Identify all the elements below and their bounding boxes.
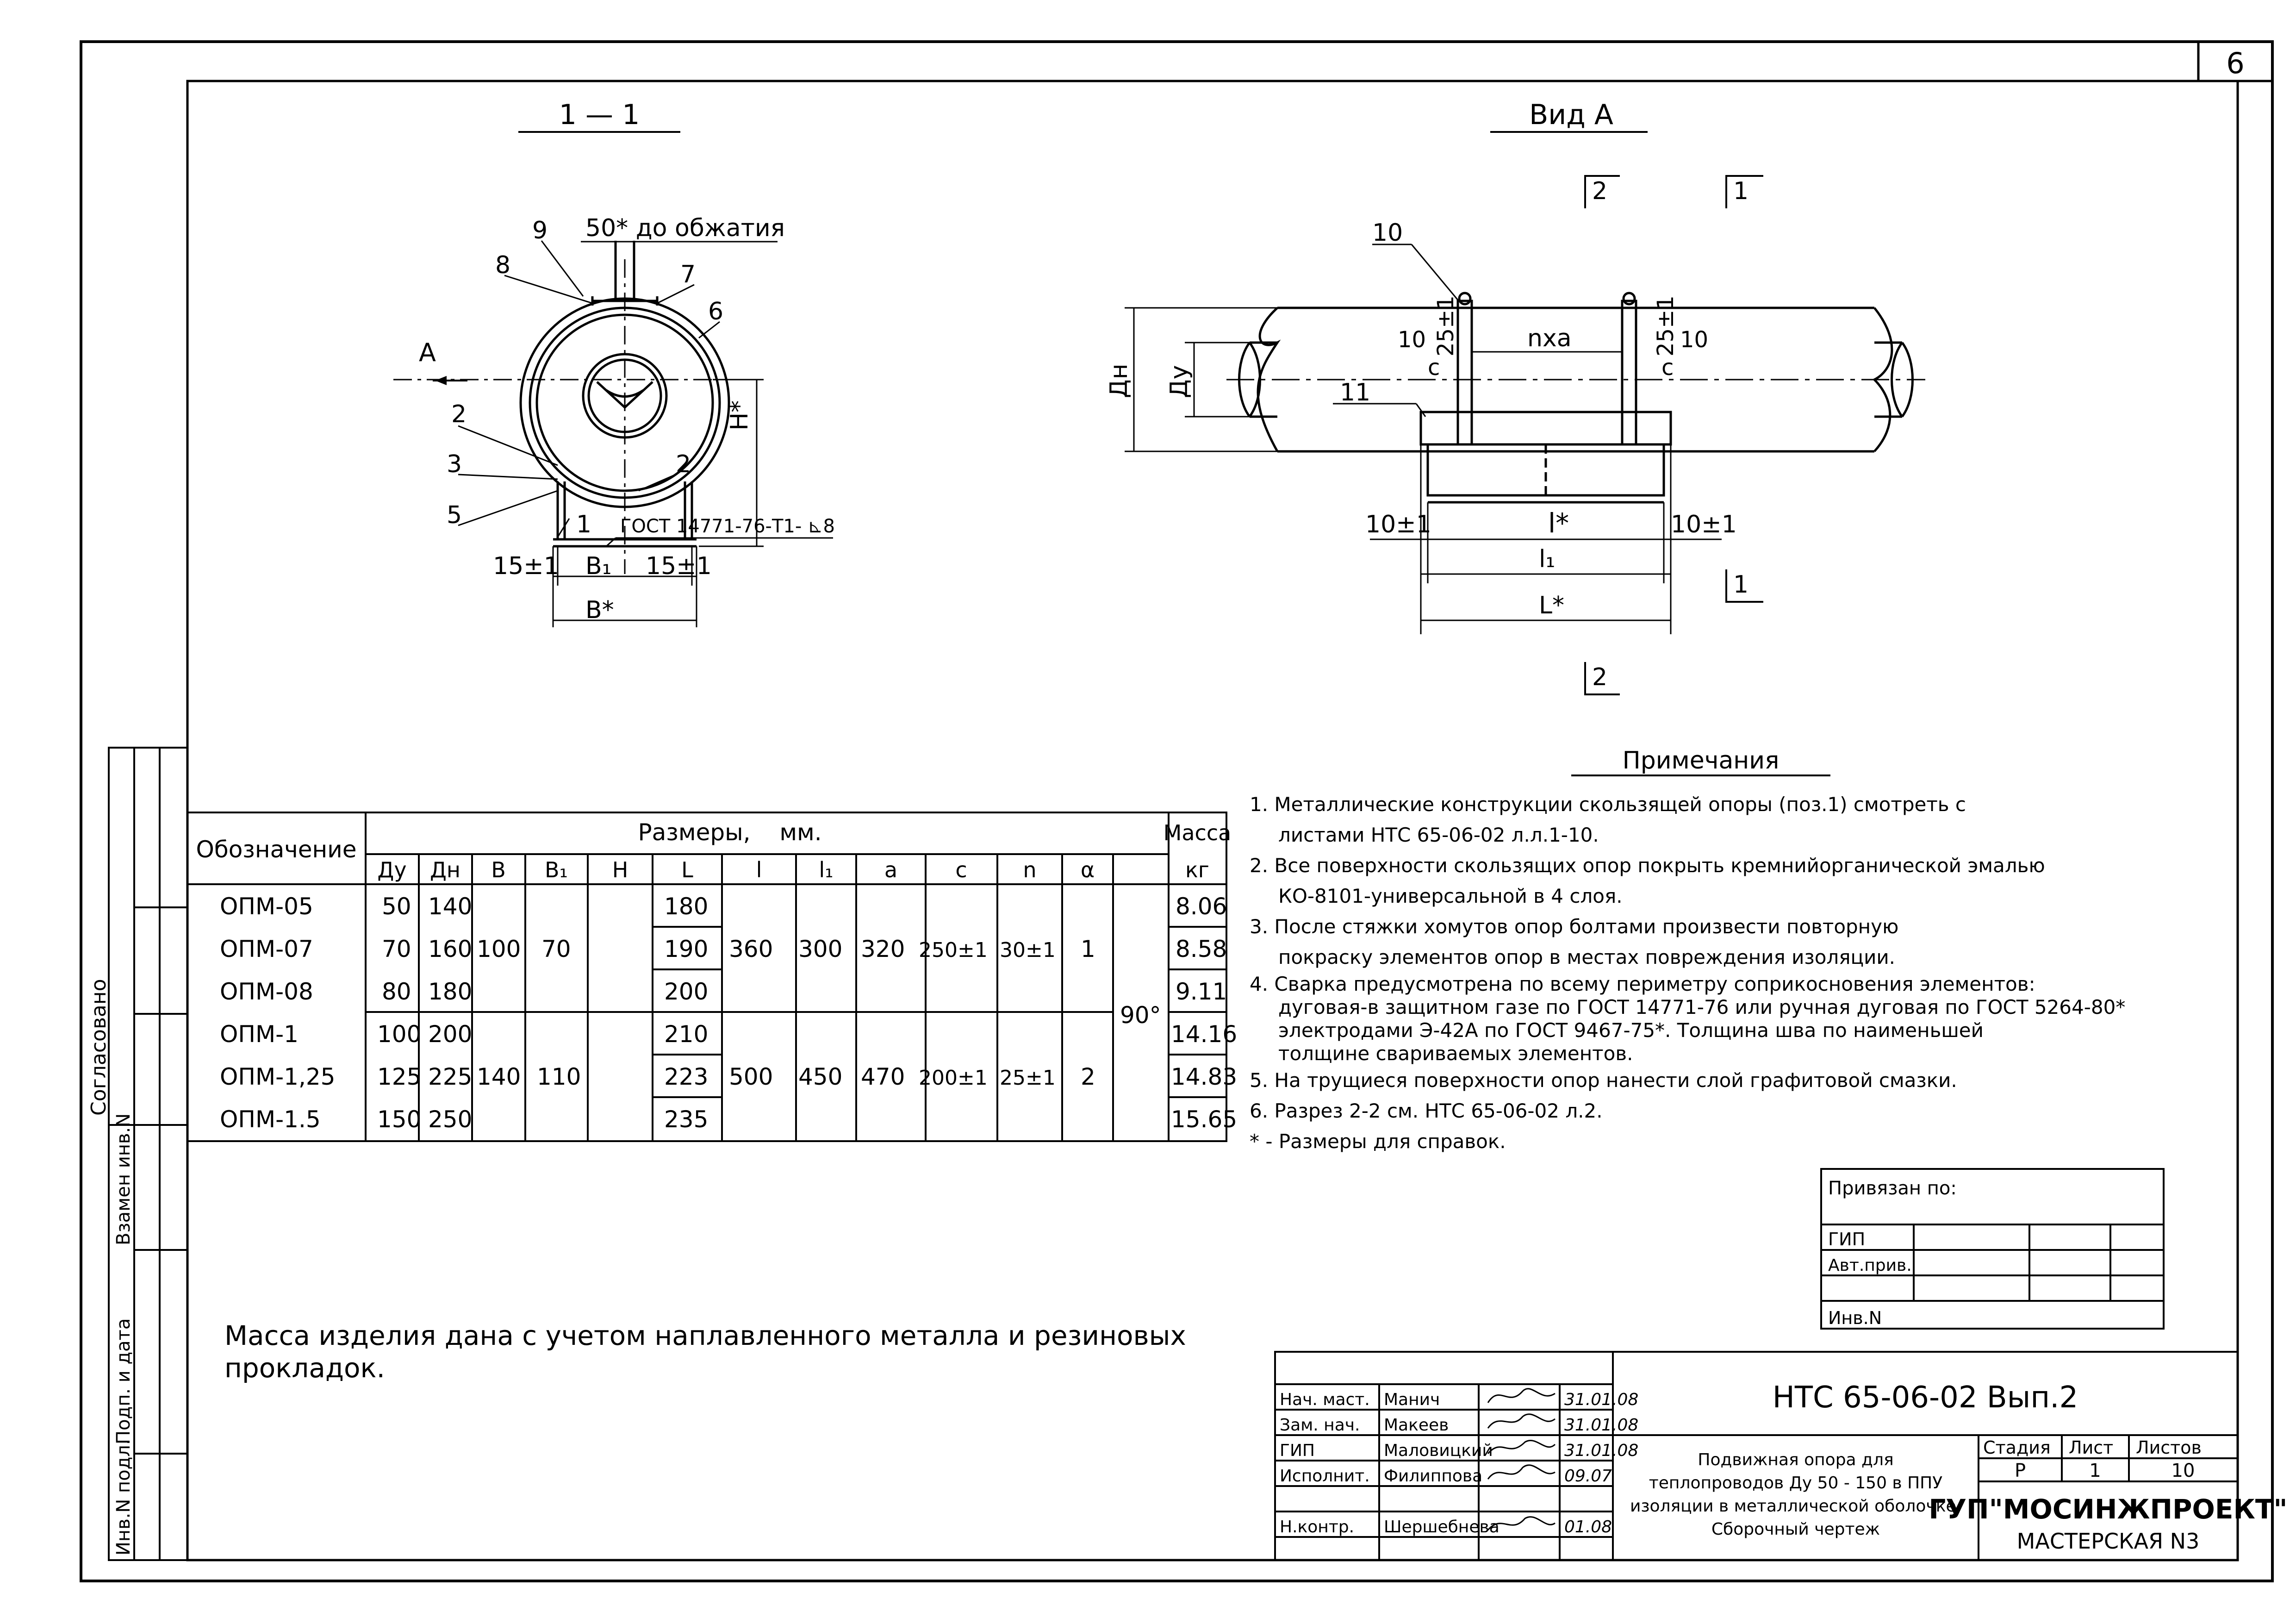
th-c: c	[955, 857, 967, 882]
th-b: В	[491, 857, 506, 882]
row-2-dn: 180	[428, 978, 473, 1005]
dim-10-right: 10	[1680, 327, 1709, 353]
dim-l1: l₁	[1539, 545, 1556, 573]
th-kg: кг	[1185, 857, 1209, 882]
tb-name-2: Маловицкий	[1384, 1441, 1493, 1460]
notes-block	[1250, 789, 2245, 1157]
row-4-du: 125	[377, 1063, 422, 1090]
stage-label: Стадия	[1983, 1437, 2051, 1458]
doc-code: НТС 65-06-02 Вып.2	[1772, 1380, 2078, 1415]
dim-15-left: 15±1	[493, 552, 559, 580]
g2-b: 140	[477, 1063, 521, 1090]
callout-7: 7	[680, 261, 696, 288]
dim-nxa: nxa	[1527, 325, 1572, 352]
note-line: 1. Металлические конструкции скользящей опоры (поз.1) смотреть с	[1250, 793, 1966, 816]
tb-role-0: Нач. маст.	[1280, 1390, 1370, 1409]
stamp-vzamen: Взамен инв.N	[113, 1113, 134, 1245]
note-line: толщине свариваемых элементов.	[1278, 1042, 1633, 1065]
note-line: 4. Сварка предусмотрена по всему периметру соприкосновения элементов:	[1250, 973, 2035, 995]
note-line: дуговая-в защитном газе по ГОСТ 14771-76 или ручная дуговая по ГОСТ 5264-80*	[1278, 996, 2126, 1018]
note-line: 2. Все поверхности скользящих опор покрыть кремнийорганической эмалью	[1250, 854, 2045, 877]
sheets-label: Листов	[2136, 1437, 2202, 1458]
g2-L-visible: 500	[729, 1063, 773, 1090]
g1-l: 300	[798, 936, 843, 962]
row-3-name: ОПМ-1	[220, 1021, 299, 1048]
mass-note: Масса изделия дана с учетом наплавленного металла и резиновых прокладок.	[224, 1320, 1186, 1384]
tb-date-0: 31.01.08	[1564, 1390, 1639, 1409]
tb-date-5: 01.08	[1564, 1518, 1612, 1537]
dim-10pm-left: 10±1	[1365, 511, 1431, 538]
g1-n: 1	[1081, 936, 1095, 962]
note-line: электродами Э-42А по ГОСТ 9467-75*. Толщина шва по наименьшей	[1278, 1019, 1984, 1042]
section-mark-2-bottom: 2	[1592, 663, 1608, 691]
workshop-name: МАСТЕРСКАЯ N3	[2016, 1529, 2200, 1554]
callout-8: 8	[495, 251, 511, 279]
g1-L-visible: 360	[729, 936, 773, 962]
callout-11: 11	[1340, 379, 1371, 406]
section-mark-1-top: 1	[1733, 177, 1749, 205]
g2-b1: 110	[537, 1063, 581, 1090]
callout-2b: 2	[676, 450, 691, 478]
tb-name-3: Филиппова	[1384, 1467, 1483, 1486]
notes-title: Примечания	[1622, 747, 1780, 775]
sheets-value: 10	[2171, 1460, 2195, 1481]
row-1-mass: 8.58	[1176, 936, 1227, 962]
g1-b: 100	[477, 936, 521, 962]
g1-l1: 320	[861, 936, 905, 962]
row-5-mass: 15.65	[1171, 1106, 1238, 1133]
row-2-h: 200	[664, 978, 709, 1005]
desc-line-2: изоляции в металлической оболочке.	[1630, 1497, 1962, 1516]
dim-15-right: 15±1	[646, 552, 712, 580]
th-dn: Дн	[429, 857, 461, 882]
row-0-mass: 8.06	[1176, 893, 1227, 920]
desc-line-3: Сборочный чертеж	[1711, 1520, 1880, 1539]
dim-b-star: В*	[585, 596, 614, 624]
row-0-du: 50	[382, 893, 411, 920]
stamp-soglasovano: Согласовано	[87, 979, 111, 1116]
tb-role-1: Зам. нач.	[1280, 1416, 1360, 1435]
th-L: L	[681, 857, 693, 882]
dim-L-star: L*	[1539, 592, 1564, 619]
callout-1: 1	[576, 511, 592, 538]
row-0-name: ОПМ-05	[220, 893, 313, 920]
arrow-a-label: А	[419, 338, 436, 367]
row-4-mass: 14.83	[1171, 1063, 1238, 1090]
th-l: l	[756, 857, 762, 882]
dim-c-right: с	[1661, 355, 1674, 381]
note-line: КО-8101-универсальной в 4 слоя.	[1278, 885, 1623, 907]
row-0-dn: 140	[428, 893, 473, 920]
th-a: a	[884, 857, 898, 882]
binding-title: Привязан по:	[1828, 1178, 1957, 1199]
dim-b1: В₁	[585, 552, 612, 580]
note-line: 6. Разрез 2-2 см. НТС 65-06-02 л.2.	[1250, 1099, 1603, 1122]
tb-name-1: Макеев	[1384, 1416, 1449, 1435]
desc-line-0: Подвижная опора для	[1698, 1450, 1894, 1469]
dim-dn: Дн	[1105, 363, 1133, 398]
row-4-h: 223	[664, 1063, 709, 1090]
th-sizes: Размеры,	[638, 819, 751, 846]
g1-c: 30±1	[1000, 938, 1056, 962]
row-3-mass: 14.16	[1171, 1021, 1238, 1048]
alpha-value: 90°	[1120, 1002, 1161, 1029]
tb-date-1: 31.01.08	[1564, 1416, 1639, 1435]
note-line: * - Размеры для справок.	[1250, 1130, 1506, 1153]
dim-25-right: 25±1	[1653, 295, 1679, 356]
tb-name-5: Шершебнева	[1384, 1518, 1500, 1537]
callout-6: 6	[708, 298, 724, 325]
row-3-h: 210	[664, 1021, 709, 1048]
dim-10pm-right: 10±1	[1671, 511, 1737, 538]
dim-10-left: 10	[1398, 327, 1426, 353]
th-designation: Обозначение	[196, 836, 357, 863]
th-b1: В₁	[545, 857, 568, 882]
th-l1: l₁	[819, 857, 834, 882]
note-line: 3. После стяжки хомутов опор болтами произвести повторную	[1250, 915, 1899, 938]
row-3-dn: 200	[428, 1021, 473, 1048]
section-mark-1-bottom: 1	[1733, 571, 1749, 599]
dim-l-star: l*	[1548, 507, 1569, 539]
row-4-name: ОПМ-1,25	[220, 1063, 336, 1090]
tb-date-3: 09.07	[1564, 1467, 1612, 1486]
row-4-dn: 225	[428, 1063, 473, 1090]
row-5-h: 235	[664, 1106, 709, 1133]
binding-inv: Инв.N	[1828, 1308, 1882, 1328]
label-50-before-crimp: 50* до обжатия	[585, 214, 785, 242]
callout-2a: 2	[451, 400, 467, 428]
view-a-title: Вид А	[1529, 99, 1613, 131]
row-5-du: 150	[377, 1106, 422, 1133]
dim-25-left: 25±1	[1433, 295, 1459, 356]
callout-5: 5	[447, 501, 462, 529]
row-1-dn: 160	[428, 936, 473, 962]
dim-h-star: Н*	[726, 400, 753, 431]
row-5-name: ОПМ-1.5	[220, 1106, 321, 1133]
row-2-du: 80	[382, 978, 411, 1005]
th-n: n	[1023, 857, 1037, 882]
g1-a: 250±1	[919, 938, 988, 962]
th-mm: мм.	[779, 819, 822, 846]
callout-3: 3	[447, 450, 462, 478]
binding-avt: Авт.прив.	[1828, 1256, 1912, 1275]
th-h: Н	[612, 857, 628, 882]
row-2-mass: 9.11	[1176, 978, 1227, 1005]
row-5-dn: 250	[428, 1106, 473, 1133]
note-line: покраску элементов опор в местах повреждения изоляции.	[1278, 946, 1896, 968]
tb-role-3: Исполнит.	[1280, 1467, 1370, 1486]
section-mark-2-top: 2	[1592, 177, 1608, 205]
note-line: листами НТС 65-06-02 л.л.1-10.	[1278, 824, 1599, 846]
g2-l: 450	[798, 1063, 843, 1090]
g2-c: 25±1	[1000, 1066, 1056, 1090]
sheet-number: 6	[2226, 46, 2245, 80]
row-1-h: 190	[664, 936, 709, 962]
stamp-podp-data: Подп. и дата	[113, 1318, 134, 1444]
dim-c-left: с	[1428, 355, 1440, 381]
stage-value: Р	[2014, 1460, 2026, 1481]
g2-n: 2	[1081, 1063, 1095, 1090]
th-du: Ду	[377, 857, 407, 882]
callout-10: 10	[1372, 219, 1403, 247]
g2-l1: 470	[861, 1063, 905, 1090]
row-1-du: 70	[382, 936, 411, 962]
org-name: ГУП"МОСИНЖПРОЕКТ"	[1929, 1493, 2288, 1525]
desc-line-1: теплопроводов Ду 50 - 150 в ППУ	[1649, 1474, 1943, 1493]
row-3-du: 100	[377, 1021, 422, 1048]
tb-date-2: 31.01.08	[1564, 1441, 1639, 1460]
tb-role-2: ГИП	[1280, 1441, 1315, 1460]
section-1-1-title: 1 — 1	[559, 99, 640, 131]
note-line: 5. На трущиеся поверхности опор нанести слой графитовой смазки.	[1250, 1069, 1957, 1092]
callout-9: 9	[532, 217, 548, 244]
binding-gip: ГИП	[1828, 1229, 1866, 1249]
tb-role-5: Н.контр.	[1280, 1518, 1355, 1537]
g1-b1: 70	[541, 936, 571, 962]
sheet-label: Лист	[2069, 1437, 2114, 1458]
gost-weld-label: ГОСТ 14771-76-Т1- ⊾8	[620, 516, 835, 537]
row-0-h: 180	[664, 893, 709, 920]
row-2-name: ОПМ-08	[220, 978, 313, 1005]
g2-a: 200±1	[919, 1066, 988, 1090]
stamp-inv-podl: Инв.N подл.	[113, 1439, 134, 1555]
tb-name-0: Манич	[1384, 1390, 1440, 1409]
th-alpha: α	[1080, 857, 1095, 882]
sheet-value: 1	[2089, 1460, 2101, 1481]
th-mass: Масса	[1163, 820, 1232, 845]
dim-du: Ду	[1165, 365, 1193, 398]
row-1-name: ОПМ-07	[220, 936, 313, 962]
